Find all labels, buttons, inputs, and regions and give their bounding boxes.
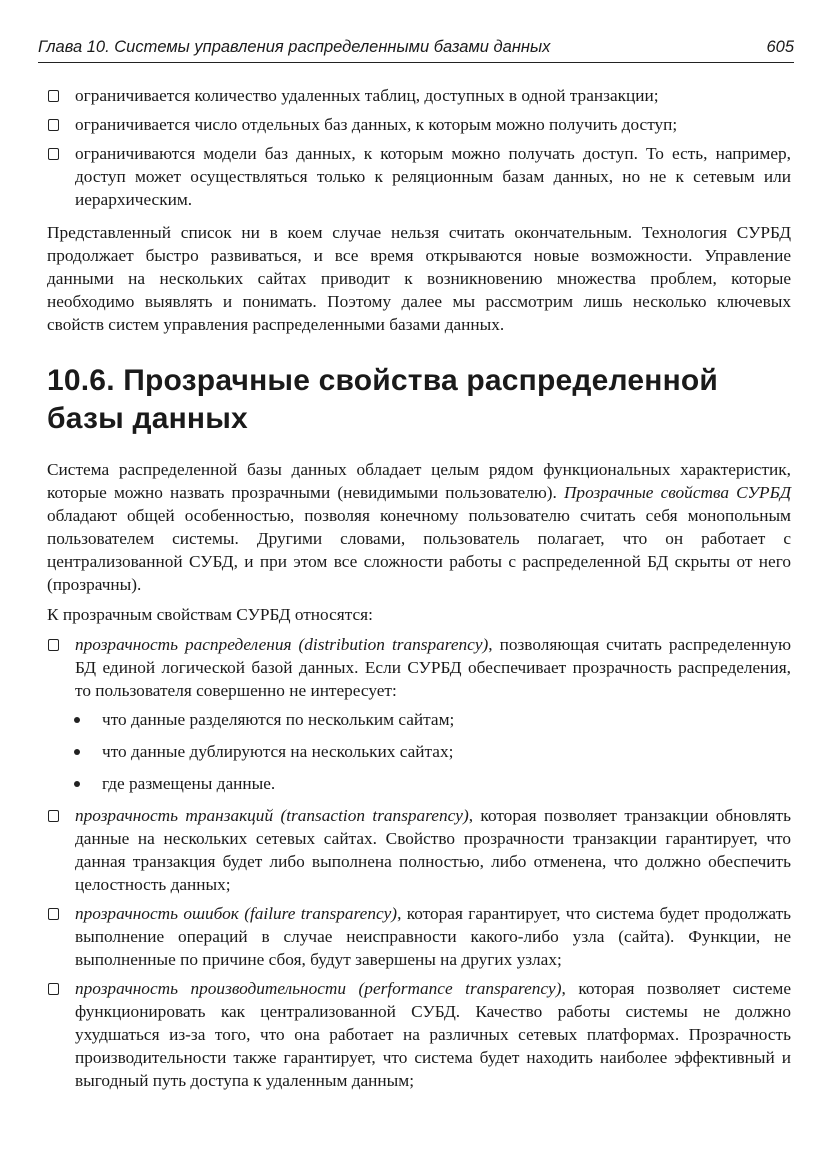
intro-paragraph: Представленный список ни в коем случае нельзя считать окончательным. Технология СУРБД продолжает быстро развиваться, и все время открываются новые возможности. Управление данными на нескольких сайтах приводит к возникновению множества проблем, которые необходимо выявлять и понимать. Поэтому далее мы рассмотрим лишь несколько ключевых свойств систем управления распределенными базами данных. [47,223,791,334]
sub-list-item: что данные дублируются на нескольких сайтах; [47,740,791,763]
running-header [38,38,794,57]
list-item: ограничивается количество удаленных таблиц, доступных в одной транзакции; [47,84,791,107]
term: прозрачность транзакций (transaction transparency) [75,806,469,825]
checkbox-bullet-icon [48,119,59,131]
section-paragraph: Система распределенной базы данных обладает целым рядом функциональных характеристик, которые можно назвать прозрачными (невидимыми пользователю). Прозрачные свойства СУРБД обладают общей особенностью, позволяя конечному пользователю считать себя монопольным пользователем системы. Другими словами, пользователь полагает, что он работает с централизованной СУБД, и при этом все сложности работы с распределенной БД скрыты от него (прозрачны). [47,460,791,594]
checkbox-bullet-icon [48,908,59,920]
bullet-dot-icon [74,717,80,723]
checkbox-bullet-icon [48,983,59,995]
checkbox-bullet-icon [48,639,59,651]
term: прозрачность распределения (distribution transparency) [75,635,489,654]
chapter-title: Глава 10. Системы управления распределенными базами данных [38,38,551,56]
sub-list-item: что данные разделяются по нескольким сайтам; [47,708,791,731]
list-item: прозрачность ошибок (failure transparency), которая гарантирует, что система будет продолжать выполнение операций в случае неисправности какого-либо узла (сайта). Функции, не выполненные по причине сбоя, будут завершены на других узлах; [47,902,791,971]
sub-list-item: где размещены данные. [47,772,791,795]
term: прозрачность производительности (performance transparency) [75,979,562,998]
section-lead-in: К прозрачным свойствам СУРБД относятся: [47,605,373,624]
term: Прозрачные свойства СУРБД [563,483,791,502]
checkbox-bullet-icon [48,90,59,102]
list-item: прозрачность распределения (distribution transparency), позволяющая считать распределенную БД единой логической базой данных. Если СУРБД обеспечивает прозрачность распределения, то пользователя совершенно не интересует: [47,633,791,702]
page-number: 605 [766,38,794,56]
page-body [47,84,791,1098]
term: прозрачность ошибок (failure transparency) [75,904,398,923]
header-rule [38,62,794,63]
checkbox-bullet-icon [48,810,59,822]
list-item: ограничивается число отдельных баз данных, к которым можно получить доступ; [47,113,791,136]
list-item: прозрачность производительности (performance transparency), которая позволяет системе функционировать как централизованной СУБД. Качество работы системы не должно ухудшаться из-за того, что она работает на различных сетевых платформах. Прозрачность производительности также гарантирует, что система будет находить наиболее эффективный и выгодный путь доступа к удаленным данным; [47,977,791,1092]
checkbox-bullet-icon [48,148,59,160]
list-item: ограничиваются модели баз данных, к которым можно получать доступ. То есть, например, доступ может осуществляться только к реляционным базам данных, но не к сетевым или иерархическим. [47,142,791,211]
list-item: прозрачность транзакций (transaction transparency), которая позволяет транзакции обновлять данные на нескольких сетевых сайтах. Свойство прозрачности транзакции гарантирует, что данная транзакция будет либо выполнена полностью, либо отменена, что должно обеспечить целостность данных; [47,804,791,896]
section-heading: 10.6. Прозрачные свойства распределенной базы данных [47,364,719,435]
bullet-dot-icon [74,781,80,787]
bullet-dot-icon [74,749,80,755]
